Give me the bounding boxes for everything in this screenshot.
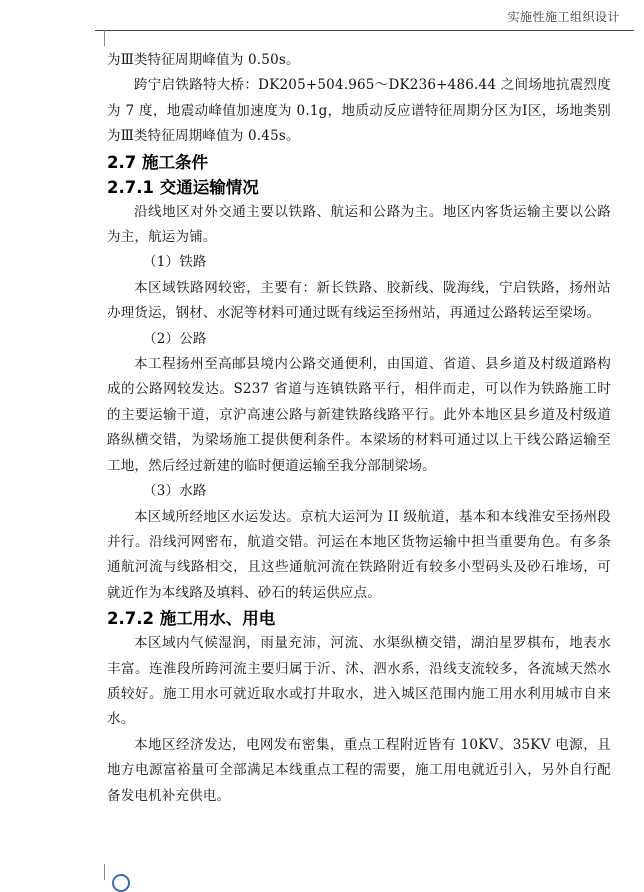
header-title: 实施性施工组织设计	[507, 10, 620, 24]
logo-icon	[112, 874, 130, 892]
subsection-heading: 2.7.2 施工用水、用电	[107, 609, 276, 629]
paragraph: 为Ⅲ类特征周期峰值为 0.50s。	[107, 52, 300, 68]
document-body	[107, 48, 611, 809]
paragraph: 本地区经济发达，电网发布密集，重点工程附近皆有 10KV、35KV 电源，且地方电源富裕量可全部满足本线重点工程的需要，施工用电就近引入，另外自行配备发电机补充供电。	[107, 736, 611, 804]
item-label: （3）水路	[143, 483, 207, 500]
header-rule	[95, 30, 634, 31]
subsection-heading: 2.7.1 交通运输情况	[107, 177, 259, 197]
page-corner-mark	[88, 30, 105, 46]
paragraph: 本区域所经地区水运发达。京杭大运河为 II 级航道，基本和本线淮安至扬州段并行。沿线河网密布，航道交错。河运在本地区货物运输中担当重要角色。有多条通航河流与线路相交，且这些通航河流在铁路附近有较多小型码头及砂石堆场，可就近作为本线路及填料、砂石的转运供应点。	[107, 508, 611, 601]
paragraph: 本工程扬州至高邮县境内公路交通便利，由国道、省道、县乡道及村级道路构成的公路网较发达。S237 省道与连镇铁路平行，相伴而走，可以作为铁路施工时的主要运输干道，京沪高速公路与新建铁路线路平行。此外本地区县乡道及村级道路纵横交错，为梁场施工提供便利条件。本梁场的材料可通过以上干线公路运输至工地，然后经过新建的临时便道运输至我分部制梁场。	[107, 356, 611, 474]
item-label: （1）铁路	[143, 254, 207, 271]
paragraph: 本区域铁路网较密，主要有：新长铁路、胶新线、陇海线，宁启铁路，扬州站办理货运，钢材、水泥等材料可通过既有线运至扬州站，再通过公路转运至梁场。	[107, 279, 611, 322]
page-corner-mark	[88, 864, 105, 880]
item-label: （2）公路	[143, 330, 207, 347]
section-heading: 2.7 施工条件	[107, 152, 208, 172]
paragraph: 沿线地区对外交通主要以铁路、航运和公路为主。地区内客货运输主要以公路为主，航运为铺。	[107, 203, 611, 246]
paragraph: 本区域内气候湿润，雨量充沛，河流、水渠纵横交错，湖泊星罗棋布，地表水丰富。连淮段所跨河流主要归属于沂、沭、泗水系，沿线支流较多，各流域天然水质较好。施工用水可就近取水或打井取水，进入城区范围内施工用水利用城市自来水。	[107, 635, 611, 728]
paragraph: 跨宁启铁路特大桥：DK205+504.965～DK236+486.44 之间场地抗震烈度为 7 度，地震动峰值加速度为 0.1g，地质动反应谱特征周期分区为Ⅰ区，场地类别为Ⅲ类特征周期峰值为 0.45s。	[107, 77, 611, 145]
